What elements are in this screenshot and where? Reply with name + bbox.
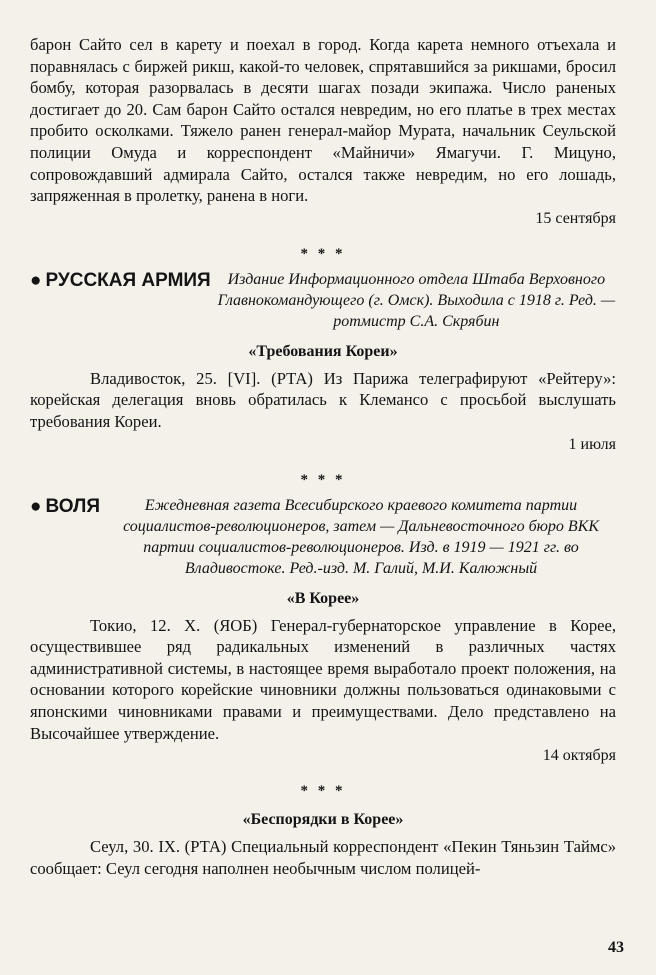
article-text: Сеул, 30. IX. (РТА) Специальный корреспондент «Пекин Тяньзин Таймс» сообщает: Сеул сегодня наполнен необычным числом полицей- <box>30 837 616 878</box>
newspaper-description: Издание Информационного отдела Штаба Верховного Главнокомандующего (г. Омск). Выходила с 1918 г. Ред. — ротмистр С.А. Скрябин <box>217 270 616 330</box>
article-title: «В Корее» <box>286 589 360 607</box>
page-number: 43 <box>608 939 624 956</box>
article-text: Токио, 12. X. (ЯОБ) Генерал-губернаторское управление в Корее, осуществившее ряд радикальных изменений в различных частях административной системы, в настоящее время выработало проект положения, на основании которого корейские чиновники должны пользоваться одинаковыми с японскими чиновниками правами и преимуществами. Дело представлено на Высочайшее утверждение. <box>30 615 616 743</box>
article-date: 14 октября <box>542 747 616 765</box>
separator: * * * <box>300 245 346 262</box>
newspaper-title: ВОЛЯ <box>45 495 101 517</box>
article-text: Владивосток, 25. [VI]. (РТА) Из Парижа телеграфируют «Рейтеру»: корейская делегация вновь обратилась к Клемансо с просьбой выслушать требования Кореи. <box>30 368 616 431</box>
article-title: «Требования Кореи» <box>248 342 398 360</box>
bullet-icon: ● <box>30 269 42 291</box>
newspaper-title: РУССКАЯ АРМИЯ <box>45 269 211 291</box>
newspaper-name <box>30 269 211 293</box>
separator: * * * <box>300 783 346 800</box>
newspaper-description: Ежедневная газета Всесибирского краевого комитета партии социалистов-революционеров, затем — Дальневосточного бюро ВКК партии социалистов-революционеров. Изд. в 1919 — 1921 гг. во Владивостоке. Ред.-изд. М. Галий, М.И. Калюжный <box>123 496 599 577</box>
article-date: 1 июля <box>568 435 616 453</box>
newspaper-entry-volya <box>30 495 616 579</box>
intro-date: 15 сентября <box>535 209 616 227</box>
article-title: «Беспорядки в Корее» <box>242 811 404 829</box>
page-content <box>30 34 616 879</box>
intro-paragraph: барон Сайто сел в карету и поехал в город. Когда карета немного отъехала и поравнялась с биржей рикш, какой-то человек, спрятавшийся за рикшами, бросил бомбу, которая разорвалась в десяти шагах позади экипажа. Число раненых достигает до 20. Сам барон Сайто остался невредим, но его платье в трех местах пробито осколками. Тяжело ранен генерал-майор Мурата, начальник Сеульской полиции Омуда и корреспондент «Майничи» Ямагучи. Г. Мицуно, сопровождавший адмирала Сайто, остался также невредим, но его лошадь, запряженная в пролетку, ранена в ноги. <box>30 35 616 206</box>
newspaper-name <box>30 495 100 519</box>
bullet-icon: ● <box>30 495 42 517</box>
separator: * * * <box>300 471 346 488</box>
newspaper-entry-russkaya-armiya <box>30 269 616 332</box>
